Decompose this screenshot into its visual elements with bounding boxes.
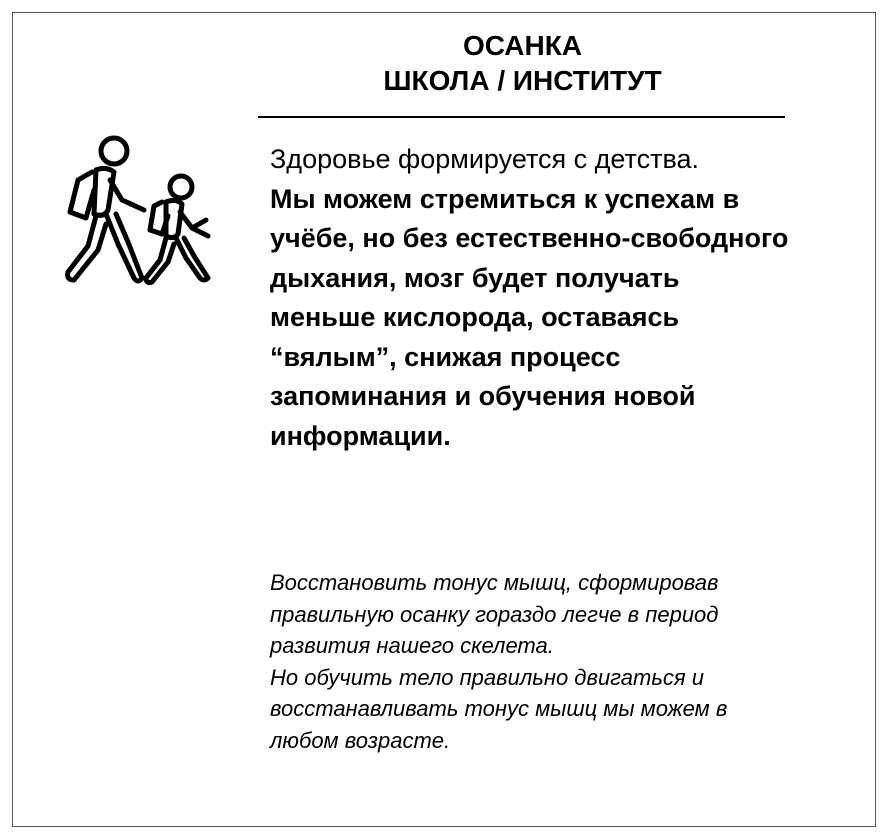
adult-head [101,138,127,164]
adult-torso [94,168,114,215]
title-line-posture: ОСАНКА [462,30,583,61]
lead-text [270,140,790,456]
note-text [270,567,795,756]
adult-leg-front [106,214,142,281]
adult-backpack [70,172,94,218]
page-title [260,28,785,98]
child-hand-up [192,220,206,228]
walking-parent-child-icon [58,132,220,290]
child-leg-front [176,238,208,280]
note-paragraph-1: Восстановить тонус мышц, сформировав правильную осанку гораздо легче в период развития нашего скелета. [270,570,719,658]
lead-body: Мы можем стремиться к успехам в учёбе, но без естественно-свободного дыхания, мозг будет получать меньше кислорода, оставаясь “вялым”, снижая процесс запоминания и обучения новой информации. [270,183,789,451]
adult-arm [110,180,144,210]
note-paragraph-2: Но обучить тело правильно двигаться и восстанавливать тонус мышц мы можем в любом возрасте. [270,664,728,753]
adult-leg-back [68,216,106,280]
title-divider [258,116,785,118]
child-torso [166,200,182,237]
lead-intro: Здоровье формируется с детства. [270,144,700,174]
title-line-school: ШКОЛА / ИНСТИТУТ [383,65,662,96]
child-head [170,176,192,198]
child-leg-back [146,238,174,283]
